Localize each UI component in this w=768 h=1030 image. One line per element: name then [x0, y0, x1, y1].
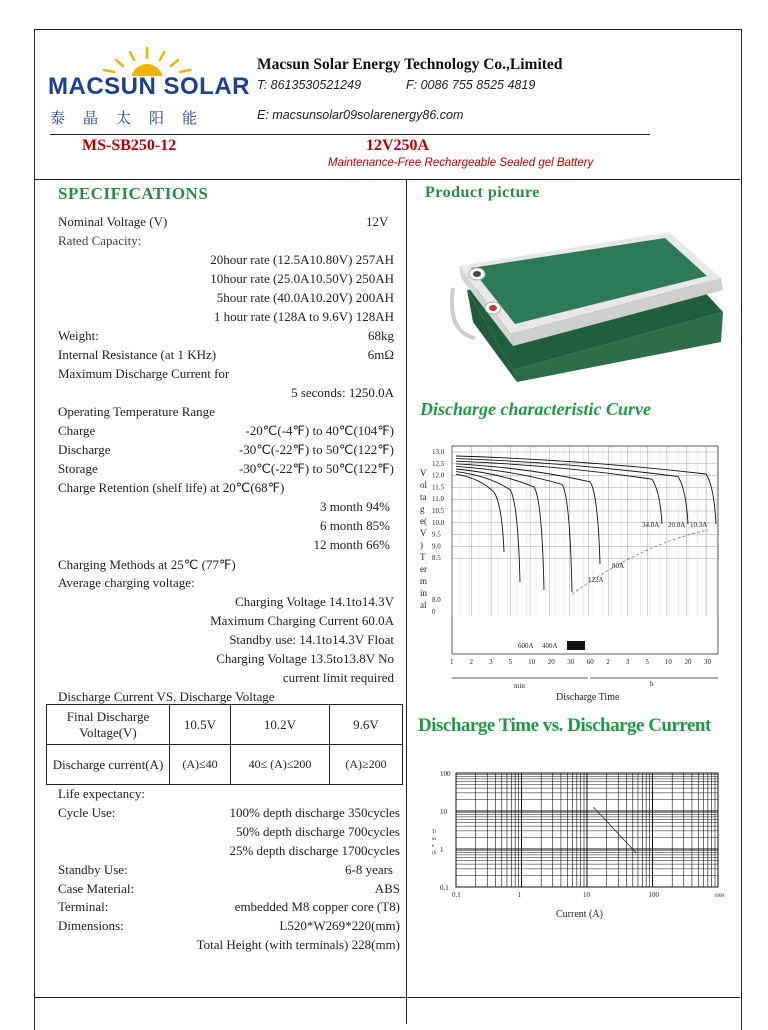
chart1-series-label: 122A: [588, 576, 604, 584]
legend-box: [567, 641, 585, 650]
dc-vs-dv-label: Discharge Current VS. Discharge Voltage: [58, 689, 275, 704]
rate-5h: 5hour rate (40.0A10.20V) 200AH: [216, 290, 394, 305]
x-axis-title: Discharge Time: [556, 692, 620, 703]
cycle-25: 25% depth discharge 1700cycles: [229, 843, 400, 858]
x-unit-h: h: [650, 680, 654, 688]
legend-600a: 600A: [518, 642, 534, 650]
y-axis-h: (h: [432, 851, 437, 856]
chart1-y-tick: 12.5: [432, 459, 445, 468]
y-label-m: m: [420, 576, 428, 586]
rated-capacity-label: Rated Capacity:: [58, 233, 142, 248]
y-label-er: er: [420, 564, 427, 574]
section-divider: [34, 179, 740, 180]
chart2-y-tick: 0.1: [440, 884, 449, 892]
chart1-x-tick: 30: [704, 658, 711, 666]
battery-image: [445, 212, 730, 387]
y-label-paren: ): [420, 540, 423, 550]
chart1-y-tick: 9.0: [432, 542, 441, 551]
email: E: macsunsolar09solarenergy86.com: [257, 108, 464, 122]
discharge-temp-label: Discharge: [58, 442, 111, 457]
chart1-x-tick: 30: [567, 658, 575, 666]
footer-line: [34, 997, 740, 998]
case-material-label: Case Material:: [58, 881, 135, 896]
battery-subtitle: Maintenance-Free Rechargeable Sealed gel Battery: [328, 157, 594, 169]
chart1-x-tick: 20: [547, 658, 555, 666]
model-number: MS-SB250-12: [82, 137, 177, 154]
chart2-x-tick: 100: [648, 891, 659, 899]
header-divider: [50, 134, 650, 135]
legend-400a: 400A: [542, 642, 558, 650]
chart1-x-tick: 1: [450, 658, 454, 666]
nominal-voltage-value: 12V: [366, 214, 389, 229]
x-unit-min: min: [514, 682, 525, 690]
y-axis-time: Ti: [432, 830, 437, 835]
final-voltage-cell: 10.2V: [231, 705, 330, 745]
final-voltage-label: Final Discharge Voltage(V): [47, 705, 170, 745]
chart1-x-tick: 2: [469, 658, 474, 666]
chart1-curve: [456, 469, 544, 590]
cycle-100: 100% depth discharge 350cycles: [229, 805, 400, 820]
retention-label: Charge Retention (shelf life) at 20℃(68℉): [58, 480, 285, 495]
cycle-50: 50% depth discharge 700cycles: [235, 824, 400, 839]
y-label-ta: ta: [420, 492, 427, 502]
discharge-temp-value: -30℃(-22℉) to 50℃(122℉): [238, 442, 394, 457]
terminal-label: Terminal:: [58, 899, 109, 914]
retention-12m: 12 month 66%: [313, 537, 390, 552]
chart1-x-tick: 10: [528, 658, 536, 666]
y-label-al: al: [420, 600, 427, 610]
fax: F: 0086 755 8525 4819: [406, 78, 536, 92]
chart1-curve: [456, 466, 572, 592]
discharge-table: [46, 704, 403, 785]
chart1-series-label: 80A: [612, 562, 625, 570]
life-expectancy-label: Life expectancy:: [58, 786, 145, 801]
chart2-x-tick: 1000: [714, 894, 724, 899]
chart1-y-tick: 8.5: [432, 554, 441, 563]
max-discharge-value: 5 seconds: 1250.0A: [291, 385, 394, 400]
chart1-x-tick: 5: [508, 658, 513, 666]
y-label-v: V: [420, 468, 427, 478]
chart2-y-tick: 100: [440, 770, 451, 778]
retention-6m: 6 month 85%: [319, 518, 390, 533]
column-divider: [406, 179, 407, 1024]
retention-3m: 3 month 94%: [319, 499, 390, 514]
logo-text: MACSUN SOLAR: [48, 73, 250, 100]
final-voltage-cell: 9.6V: [330, 705, 403, 745]
chart1-series-label: 10.3A: [690, 521, 708, 529]
chart1-x-tick: 20: [684, 658, 692, 666]
charging-methods: Charging Methods at 25℃ (77℉): [58, 557, 236, 572]
charge-temp-value: -20℃(-4℉) to 40℃(104℉): [245, 423, 394, 438]
charging-voltage: Charging Voltage 14.1to14.3V: [235, 594, 394, 609]
chart2-x-tick: 10: [583, 891, 590, 899]
telephone: T: 8613530521249: [257, 78, 362, 92]
max-discharge-label: Maximum Discharge Current for: [58, 366, 230, 381]
chart1-y-tick: 11.5: [432, 483, 444, 492]
storage-temp-value: -30℃(-22℉) to 50℃(122℉): [238, 461, 394, 476]
discharge-current-cell: (A)≥200: [330, 745, 403, 785]
discharge-current-cell: (A)≤40: [170, 745, 231, 785]
discharge-current-label: Discharge current(A): [47, 745, 170, 785]
y-label-ol: ol: [420, 480, 428, 490]
discharge-current-cell: 40≤ (A)≤200: [231, 745, 330, 785]
cycle-use-label: Cycle Use:: [58, 805, 116, 820]
chart1-y-tick: 10.5: [432, 507, 445, 515]
chart1-x-tick: 5: [645, 658, 649, 666]
charge-temp-label: Charge: [58, 423, 96, 438]
chart1-y-tick: 11.0: [432, 495, 444, 504]
y-label-e: e(: [420, 516, 427, 526]
standby-use-voltage: Standby use: 14.1to14.3V Float: [229, 632, 394, 647]
chart1-curve: [456, 464, 600, 564]
chart1-x-tick: 3: [489, 658, 493, 666]
rate-1h: 1 hour rate (128A to 9.6V) 128AH: [213, 309, 394, 324]
y-label-g: g: [420, 504, 425, 514]
total-height: Total Height (with terminals) 228(mm): [196, 937, 400, 952]
op-temp-label: Operating Temperature Range: [58, 404, 215, 419]
chart1-y-tick: 9.5: [432, 530, 441, 539]
battery-rating: 12V250A: [366, 137, 430, 154]
chart1-x-tick: 60: [586, 658, 594, 666]
discharge-time-chart: [428, 765, 728, 925]
charging-voltage-2: Charging Voltage 13.5to13.8V No: [216, 651, 394, 666]
standby-use-value: 6-8 years: [344, 862, 393, 877]
chart1-x-tick: 3: [625, 658, 630, 666]
chart1-curve: [456, 472, 520, 582]
chart2-y-tick: 10: [440, 808, 447, 816]
final-voltage-cell: 10.5V: [170, 705, 231, 745]
chart1-x-tick: 2: [606, 658, 610, 666]
x-axis-title-current: Current (A): [556, 909, 603, 920]
rate-10h: 10hour rate (25.0A10.50V) 250AH: [210, 271, 394, 286]
discharge-curve-title: Discharge characteristic Curve: [420, 399, 651, 419]
terminal-value: embedded M8 copper core (T8): [234, 899, 400, 914]
y-label-t: T: [420, 552, 426, 562]
y-axis-e: e: [432, 844, 435, 849]
resistance-label: Internal Resistance (at 1 KHz): [58, 347, 217, 362]
chart2-y-tick: 1: [440, 846, 444, 854]
weight-value: 68kg: [368, 328, 394, 343]
specifications-title: SPECIFICATIONS: [58, 184, 209, 203]
chart1-curve: [456, 474, 504, 552]
nominal-voltage-label: Nominal Voltage (V): [58, 214, 168, 229]
logo-chinese: 泰晶太阳能: [50, 109, 216, 127]
discharge-characteristic-chart: [418, 432, 728, 704]
max-charging-current: Maximum Charging Current 60.0A: [210, 613, 394, 628]
chart1-y-tick: 13.0: [432, 448, 445, 456]
product-picture-title: Product picture: [425, 184, 540, 201]
rate-20h: 20hour rate (12.5A10.80V) 257AH: [210, 252, 394, 267]
current-limit: current limit required: [282, 670, 394, 685]
y-label-in: in: [420, 588, 428, 598]
standby-use-label: Standby Use:: [58, 862, 128, 877]
chart1-series-label: 34.0A: [642, 521, 660, 529]
chart2-curve: [594, 807, 637, 853]
chart2-x-tick: 0.1: [452, 891, 461, 899]
chart1-x-tick: 10: [664, 658, 672, 666]
dimensions-value: L520*W269*220(mm): [279, 918, 400, 933]
chart1-y-tick: 8.0: [432, 596, 441, 604]
storage-temp-label: Storage: [58, 461, 98, 476]
weight-label: Weight:: [58, 328, 99, 343]
discharge-time-title: Discharge Time vs. Discharge Current: [418, 715, 711, 736]
chart1-y-tick: 0: [432, 607, 436, 616]
chart2-grid: [456, 773, 718, 887]
y-label-v2: V: [420, 528, 427, 538]
company-name: Macsun Solar Energy Technology Co.,Limited: [257, 56, 563, 73]
chart1-cutoff-line: [572, 530, 708, 594]
chart1-y-tick: 12.0: [432, 471, 445, 480]
case-material-value: ABS: [374, 881, 400, 896]
resistance-value: 6mΩ: [367, 347, 394, 362]
y-axis-me: m: [432, 837, 436, 842]
chart1-y-tick: 10.0: [432, 518, 445, 527]
chart1-series-label: 20.0A: [668, 521, 686, 529]
sun-logo-icon: [92, 40, 202, 76]
chart2-x-tick: 1: [517, 891, 521, 899]
dimensions-label: Dimensions:: [58, 918, 124, 933]
chart1-curves: [456, 456, 716, 594]
avg-charging-voltage: Average charging voltage:: [58, 575, 195, 590]
